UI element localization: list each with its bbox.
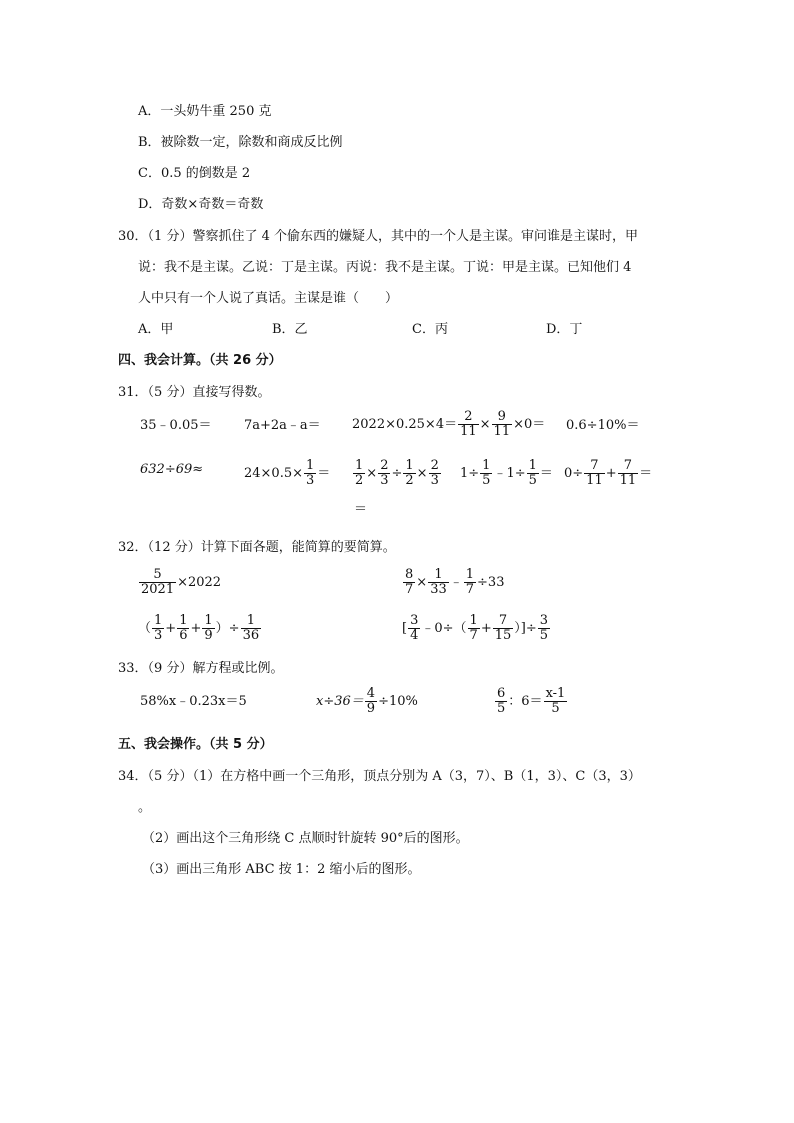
q31-r2c4: 1÷ $\frac{1}{5}$ ﹣1÷ $\frac{1}{5}$ ＝ [460, 458, 553, 488]
q31-r1c4: 0.6÷10%＝ [566, 418, 640, 433]
q30-option-a: A．甲 [138, 322, 174, 337]
q31-r2c3-equals: ＝ [354, 502, 368, 517]
q33-eq-3: $\frac{6}{5}$ ：6＝ $\frac{x-1}{5}$ [497, 686, 566, 716]
q32-expr-1: $\frac{5}{2021}$ ×2022 [141, 567, 222, 597]
q31-r1c2: 7a+2a﹣a＝ [244, 418, 321, 433]
option-b: B．被除数一定，除数和商成反比例 [138, 135, 343, 150]
q34-line1-continued: 。 [138, 800, 152, 815]
q31-r2c1: 632÷69≈ [140, 462, 204, 477]
q32-expr-4: [ $\frac{3}{4}$ ﹣0÷（ $\frac{1}{7}$ + $\frac{7}{15}$ ）]÷ $\frac{3}{5}$ [402, 613, 549, 643]
q33-eq-1: 58%x﹣0.23x＝5 [140, 694, 247, 709]
q31-r2c5: 0÷ $\frac{7}{11}$ + $\frac{7}{11}$ ＝ [564, 458, 653, 488]
q32-title: 32．（12 分）计算下面各题，能简算的要简算。 [118, 540, 396, 555]
option-c: C．0.5 的倒数是 2 [138, 166, 251, 181]
q33-eq-2: x÷36＝ $\frac{4}{9}$ ÷10% [316, 686, 418, 716]
q30-option-d: D．丁 [546, 322, 583, 337]
q32-expr-2: $\frac{8}{7}$ × $\frac{1}{33}$ ﹣ $\frac{1}{7}$ ÷33 [405, 567, 505, 597]
q30-line1: 30．（1 分）警察抓住了 4 个偷东西的嫌疑人，其中的一个人是主谋。审问谁是主谋时，甲 [118, 229, 638, 244]
section-5-title: 五、我会操作。（共 5 分） [118, 737, 273, 752]
q34-line1: 34．（5 分）（1）在方格中画一个三角形，顶点分别为 A（3，7）、B（1，3）、C（3，3） [118, 769, 641, 784]
q31-title: 31．（5 分）直接写得数。 [118, 385, 271, 400]
q32-expr-3: （ $\frac{1}{3}$ + $\frac{1}{6}$ + $\frac{1}{9}$ ）÷ $\frac{1}{36}$ [138, 613, 260, 643]
q30-line2: 说：我不是主谋。乙说：丁是主谋。丙说：我不是主谋。丁说：甲是主谋。已知他们 4 [138, 260, 632, 275]
q30-line3: 人中只有一个人说了真话。主谋是谁（ ） [138, 291, 399, 306]
q31-r1c3: 2022×0.25×4＝ $\frac{2}{11}$ × $\frac{9}{11}$ ×0＝ [352, 409, 546, 439]
section-4-title: 四、我会计算。（共 26 分） [118, 353, 282, 368]
q30-option-b: B．乙 [272, 322, 308, 337]
q31-r1c1: 35﹣0.05＝ [140, 418, 212, 433]
option-a: A．一头奶牛重 250 克 [138, 104, 272, 119]
q34-line2: （2）画出这个三角形绕 C 点顺时针旋转 90°后的图形。 [142, 831, 469, 846]
q30-option-c: C．丙 [412, 322, 448, 337]
q34-line3: （3）画出三角形 ABC 按 1：2 缩小后的图形。 [142, 862, 421, 877]
q31-r2c3: $\frac{1}{2}$ × $\frac{2}{3}$ ÷ $\frac{1}{2}$ × $\frac{2}{3}$ [355, 458, 439, 488]
q31-r2c2: 24×0.5× $\frac{1}{3}$ ＝ [244, 458, 331, 488]
option-d: D．奇数×奇数＝奇数 [138, 197, 264, 212]
q33-title: 33．（9 分）解方程或比例。 [118, 661, 284, 676]
